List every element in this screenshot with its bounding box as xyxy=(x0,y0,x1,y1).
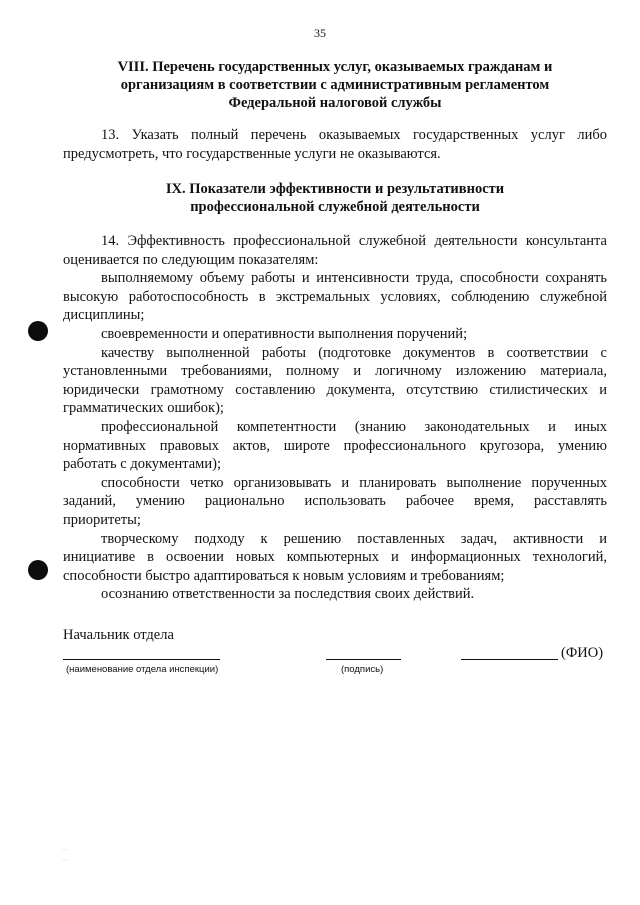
punch-hole xyxy=(28,321,48,341)
text-line: предусмотреть, что государственные услуги не оказываются. xyxy=(63,145,441,162)
text-line: работать с документами); xyxy=(63,456,221,473)
fio-line xyxy=(461,658,558,660)
page-number: 35 xyxy=(314,26,326,40)
section-9-heading xyxy=(60,180,610,216)
text-line: приоритеты; xyxy=(63,511,141,528)
punch-hole xyxy=(28,560,48,580)
faint-stamp-line: ... xyxy=(62,845,68,852)
paragraph-13 xyxy=(63,126,607,163)
department-caption: (наименование отдела инспекции) xyxy=(66,664,219,675)
criterion-quality xyxy=(63,344,607,418)
section-8-heading xyxy=(60,58,610,112)
criterion-timeliness xyxy=(63,325,607,344)
heading-line: VIII. Перечень государственных услуг, оказываемых гражданам и xyxy=(117,59,553,75)
text-line: высокую работоспособность в экстремальных условиях, соблюдению служебной xyxy=(63,288,607,305)
text-line: осознанию ответственности за последствия своих действий. xyxy=(101,586,475,603)
heading-line: организациям в соответствии с административным регламентом xyxy=(120,77,550,93)
heading-line: Федеральной налоговой службы xyxy=(228,95,442,111)
heading-line: профессиональной служебной деятельности xyxy=(190,199,480,215)
text-line: оценивается по следующим показателям: xyxy=(63,251,319,268)
criterion-creativity xyxy=(63,530,607,586)
text-line: нормативных правовых актов, широте профессионального кругозора, умению xyxy=(63,437,607,454)
section-9-body xyxy=(63,232,607,604)
text-line: 14. Эффективность профессиональной служебной деятельности консультанта xyxy=(101,233,607,249)
text-line: способности быстро адаптироваться к новым условиям и требованиям; xyxy=(63,567,505,584)
text-line: грамматических ошибок); xyxy=(63,400,224,417)
signature-caption: (подпись) xyxy=(341,664,384,675)
text-line: дисциплины; xyxy=(63,307,145,324)
fio-label: (ФИО) xyxy=(561,645,604,661)
faint-stamp-line: ... xyxy=(62,855,68,862)
text-line: качеству выполненной работы (подготовке документов в соответствии с xyxy=(101,344,607,361)
text-line: профессиональной компетентности (знанию законодательных и иных xyxy=(101,418,607,435)
text-line: творческому подходу к решению поставленных задач, активности и xyxy=(101,530,607,547)
criterion-organization xyxy=(63,474,607,530)
text-line: заданий, умению рационально использовать рабочее время, расставлять xyxy=(63,493,607,510)
heading-line: IX. Показатели эффективности и результативности xyxy=(165,181,505,197)
text-line: установленными требованиями, полному и логичному изложению материала, xyxy=(63,363,607,380)
department-signature-line xyxy=(63,658,220,660)
text-line: юридически грамотному составлению документа, отсутствию стилистических и xyxy=(63,381,607,398)
text-line: выполняемому объему работы и интенсивности труда, способности сохранять xyxy=(101,270,607,287)
text-line: своевременности и оперативности выполнения поручений; xyxy=(101,325,468,342)
text-line: 13. Указать полный перечень оказываемых государственных услуг либо xyxy=(101,127,607,143)
paragraph-14-intro xyxy=(63,232,607,269)
text-line: инициативе в освоении новых компьютерных и информационных технологий, xyxy=(63,549,607,566)
criterion-workload xyxy=(63,269,607,325)
criterion-competence xyxy=(63,418,607,474)
text-line: способности четко организовывать и планировать выполнение порученных xyxy=(101,474,607,491)
signature-line xyxy=(326,658,401,660)
criterion-responsibility xyxy=(63,585,607,604)
signature-title: Начальник отдела xyxy=(63,627,174,643)
